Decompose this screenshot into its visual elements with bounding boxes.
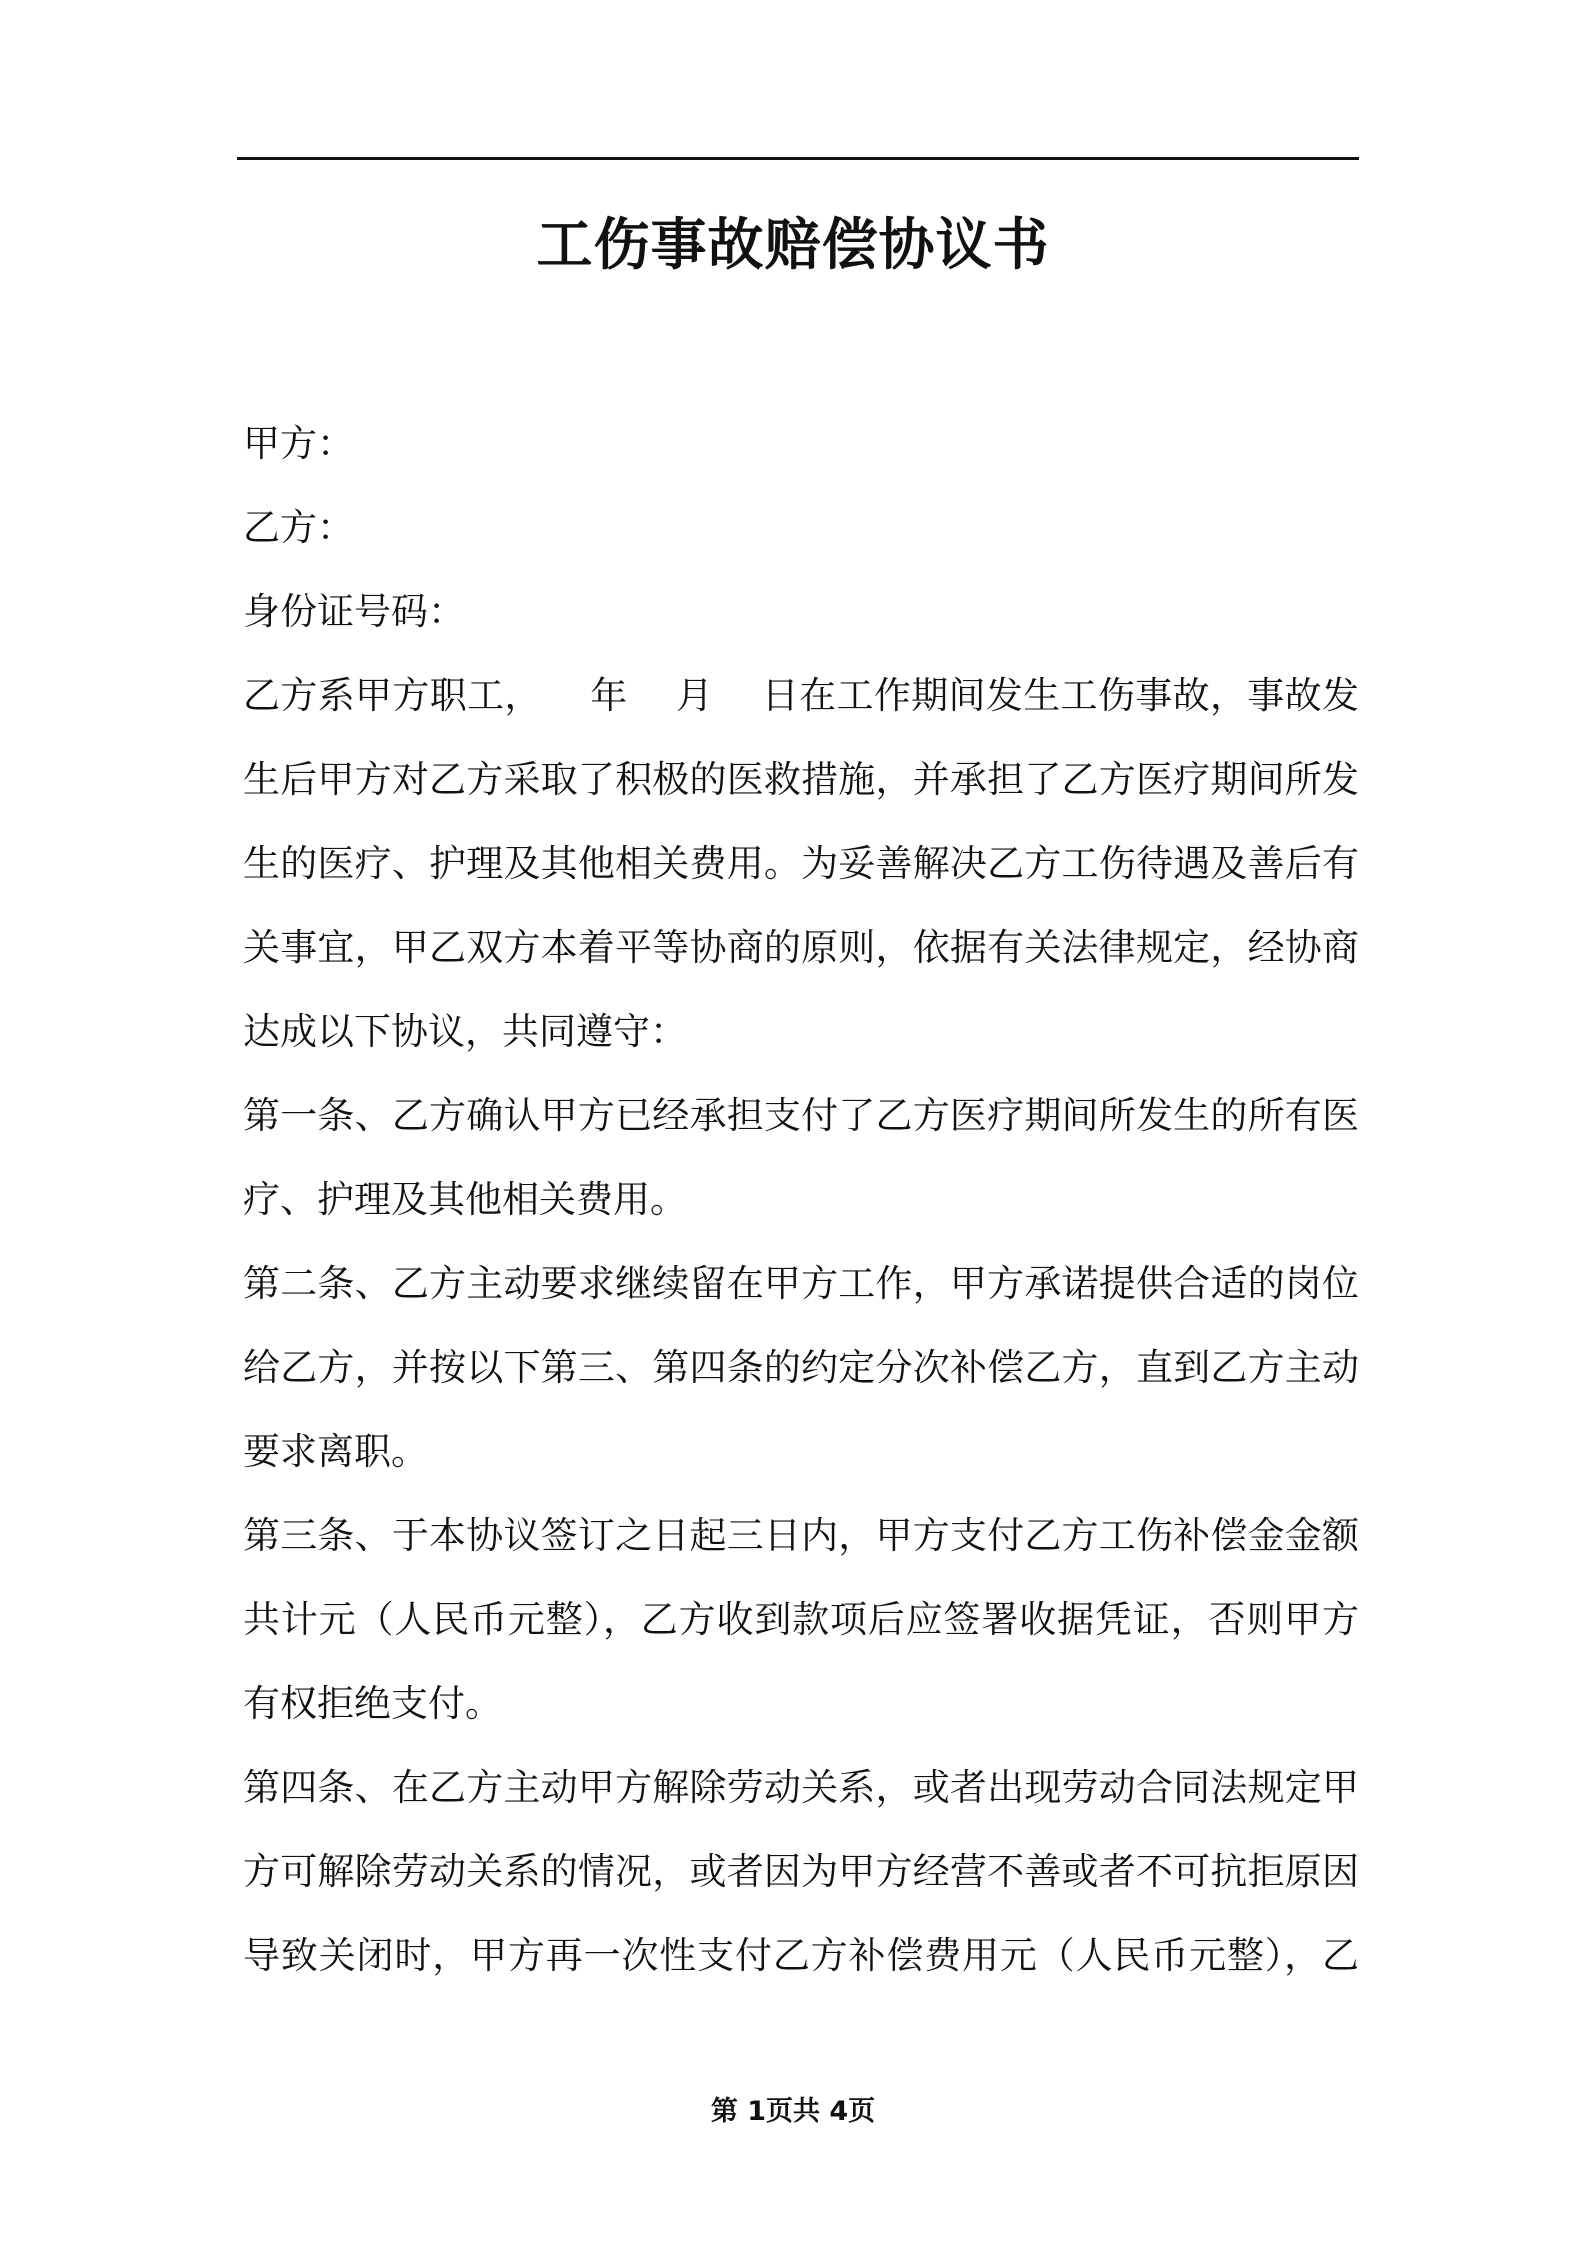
- paragraph-line: 关事宜，甲乙双方本着平等协商的原则，依据有关法律规定，经协商: [243, 926, 1359, 969]
- paragraph-line: 乙方系甲方职工， 年 月 日在工作期间发生工伤事故，事故发: [243, 674, 1359, 717]
- article-4-line: 方可解除劳动关系的情况，或者因为甲方经营不善或者不可抗拒原因: [243, 1850, 1359, 1893]
- id-number-line: 身份证号码：: [243, 590, 465, 633]
- paragraph-line: 生的医疗、护理及其他相关费用。为妥善解决乙方工伤待遇及善后有: [243, 842, 1359, 885]
- article-2-line: 给乙方，并按以下第三、第四条的约定分次补偿乙方，直到乙方主动: [243, 1346, 1359, 1389]
- document-title: 工伤事故赔偿协议书: [536, 213, 1050, 278]
- party-b-line: 乙方：: [243, 506, 354, 549]
- article-3-line: 第三条、于本协议签订之日起三日内，甲方支付乙方工伤补偿金金额: [243, 1514, 1359, 1557]
- article-3-line: 共计元（人民币元整），乙方收到款项后应签署收据凭证，否则甲方: [243, 1598, 1359, 1641]
- article-1-line: 疗、护理及其他相关费用。: [243, 1178, 687, 1221]
- header-rule: [237, 157, 1359, 160]
- article-2-line: 第二条、乙方主动要求继续留在甲方工作，甲方承诺提供合适的岗位: [243, 1262, 1359, 1305]
- article-3-line: 有权拒绝支付。: [243, 1682, 502, 1725]
- document-body: [243, 402, 1359, 1998]
- page-number-footer: 第 1页共 4页: [710, 2096, 876, 2127]
- article-1-line: 第一条、乙方确认甲方已经承担支付了乙方医疗期间所发生的所有医: [243, 1094, 1359, 1137]
- party-a-line: 甲方：: [243, 422, 354, 465]
- paragraph-line: 生后甲方对乙方采取了积极的医救措施，并承担了乙方医疗期间所发: [243, 758, 1359, 801]
- article-4-line: 导致关闭时，甲方再一次性支付乙方补偿费用元（人民币元整），乙: [243, 1934, 1359, 1977]
- article-4-line: 第四条、在乙方主动甲方解除劳动关系，或者出现劳动合同法规定甲: [243, 1766, 1359, 1809]
- article-2-line: 要求离职。: [243, 1430, 428, 1473]
- paragraph-line: 达成以下协议，共同遵守：: [243, 1010, 687, 1053]
